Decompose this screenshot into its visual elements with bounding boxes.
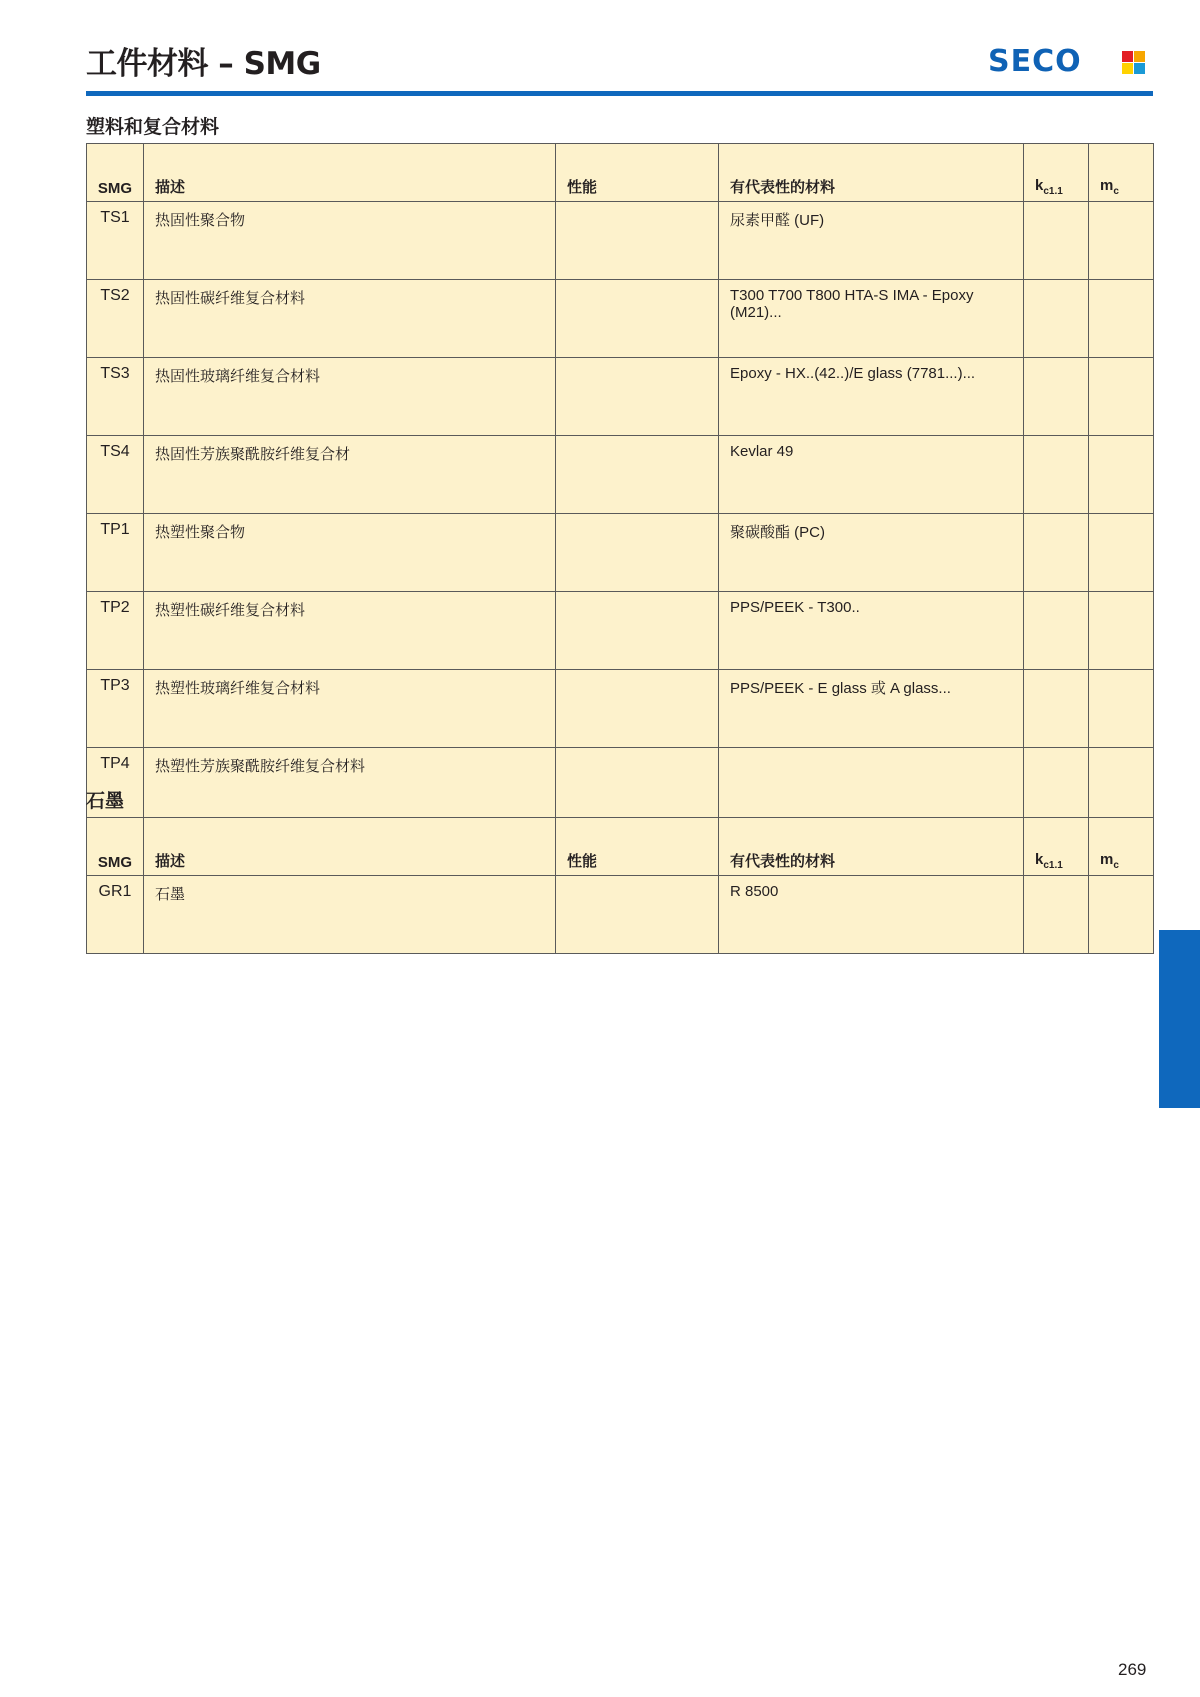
section-title-plastics: 塑料和复合材料 — [86, 116, 220, 138]
cell-kc — [1024, 670, 1089, 748]
logo-square — [1122, 51, 1133, 62]
cell-materials: 聚碳酸酯 (PC) — [719, 514, 1024, 592]
header-kc: $k_{c1.1}$ — [1024, 144, 1089, 202]
cell-properties — [556, 514, 719, 592]
header-smg: SMG — [87, 818, 144, 876]
cell-description: 热固性聚合物 — [144, 202, 556, 280]
cell-mc — [1089, 514, 1154, 592]
header-properties: 性能 — [556, 818, 719, 876]
cell-kc — [1024, 280, 1089, 358]
cell-description: 热固性芳族聚酰胺纤维复合材 — [144, 436, 556, 514]
cell-description: 热固性碳纤维复合材料 — [144, 280, 556, 358]
cell-description: 热塑性聚合物 — [144, 514, 556, 592]
cell-mc — [1089, 876, 1154, 954]
logo-square — [1134, 63, 1145, 74]
cell-smg: GR1 — [87, 876, 144, 954]
logo-square — [1122, 63, 1133, 74]
table-row — [87, 202, 1154, 280]
header-mc: $m_c$ — [1089, 818, 1154, 876]
cell-description: 热塑性芳族聚酰胺纤维复合材料 — [144, 748, 556, 826]
cell-smg: TP3 — [87, 670, 144, 748]
header-smg: SMG — [87, 144, 144, 202]
plastics-table — [86, 143, 1154, 826]
header-materials: 有代表性的材料 — [719, 144, 1024, 202]
cell-smg: TS1 — [87, 202, 144, 280]
table-header-row — [87, 144, 1154, 202]
cell-properties — [556, 202, 719, 280]
cell-materials: Kevlar 49 — [719, 436, 1024, 514]
cell-properties — [556, 358, 719, 436]
cell-kc — [1024, 592, 1089, 670]
cell-kc — [1024, 514, 1089, 592]
cell-smg: TS2 — [87, 280, 144, 358]
table-row — [87, 748, 1154, 826]
header-properties: 性能 — [556, 144, 719, 202]
cell-materials — [719, 748, 1024, 826]
cell-properties — [556, 876, 719, 954]
cell-mc — [1089, 748, 1154, 826]
cell-kc — [1024, 358, 1089, 436]
cell-kc — [1024, 202, 1089, 280]
header-description: 描述 — [144, 818, 556, 876]
page-title: 工件材料 – SMG — [86, 46, 321, 82]
brand-name: SECO — [988, 44, 1082, 79]
header-mc: $m_c$ — [1089, 144, 1154, 202]
cell-properties — [556, 436, 719, 514]
table-row — [87, 436, 1154, 514]
cell-smg: TS3 — [87, 358, 144, 436]
cell-description: 热塑性玻璃纤维复合材料 — [144, 670, 556, 748]
cell-materials: PPS/PEEK - E glass 或 A glass... — [719, 670, 1024, 748]
table-row — [87, 280, 1154, 358]
cell-description: 石墨 — [144, 876, 556, 954]
cell-properties — [556, 592, 719, 670]
page-number: 269 — [1118, 1660, 1147, 1679]
cell-materials: R 8500 — [719, 876, 1024, 954]
header-description: 描述 — [144, 144, 556, 202]
header-kc: $k_{c1.1}$ — [1024, 818, 1089, 876]
cell-smg: TP4 — [87, 748, 144, 826]
cell-smg: TS4 — [87, 436, 144, 514]
cell-properties — [556, 280, 719, 358]
cell-mc — [1089, 358, 1154, 436]
section-title-graphite: 石墨 — [86, 790, 125, 812]
cell-properties — [556, 670, 719, 748]
table-row — [87, 592, 1154, 670]
cell-description: 热塑性碳纤维复合材料 — [144, 592, 556, 670]
cell-mc — [1089, 592, 1154, 670]
cell-description: 热固性玻璃纤维复合材料 — [144, 358, 556, 436]
cell-kc — [1024, 436, 1089, 514]
table-row — [87, 514, 1154, 592]
graphite-table — [86, 817, 1154, 954]
seco-logo — [988, 44, 1146, 80]
cell-mc — [1089, 280, 1154, 358]
logo-square — [1134, 51, 1145, 62]
cell-materials: T300 T700 T800 HTA-S IMA - Epoxy (M21)... — [719, 280, 1024, 358]
side-section-tab — [1159, 930, 1200, 1108]
logo-squares-icon — [1122, 51, 1146, 75]
cell-kc — [1024, 748, 1089, 826]
cell-mc — [1089, 436, 1154, 514]
table-header-row — [87, 818, 1154, 876]
cell-mc — [1089, 670, 1154, 748]
cell-properties — [556, 748, 719, 826]
table-row — [87, 876, 1154, 954]
cell-mc — [1089, 202, 1154, 280]
cell-smg: TP1 — [87, 514, 144, 592]
cell-materials: 尿素甲醛 (UF) — [719, 202, 1024, 280]
cell-kc — [1024, 876, 1089, 954]
cell-smg: TP2 — [87, 592, 144, 670]
table-row — [87, 670, 1154, 748]
header-rule — [86, 91, 1153, 96]
cell-materials: PPS/PEEK - T300.. — [719, 592, 1024, 670]
cell-materials: Epoxy - HX..(42..)/E glass (7781...)... — [719, 358, 1024, 436]
header-materials: 有代表性的材料 — [719, 818, 1024, 876]
table-row — [87, 358, 1154, 436]
